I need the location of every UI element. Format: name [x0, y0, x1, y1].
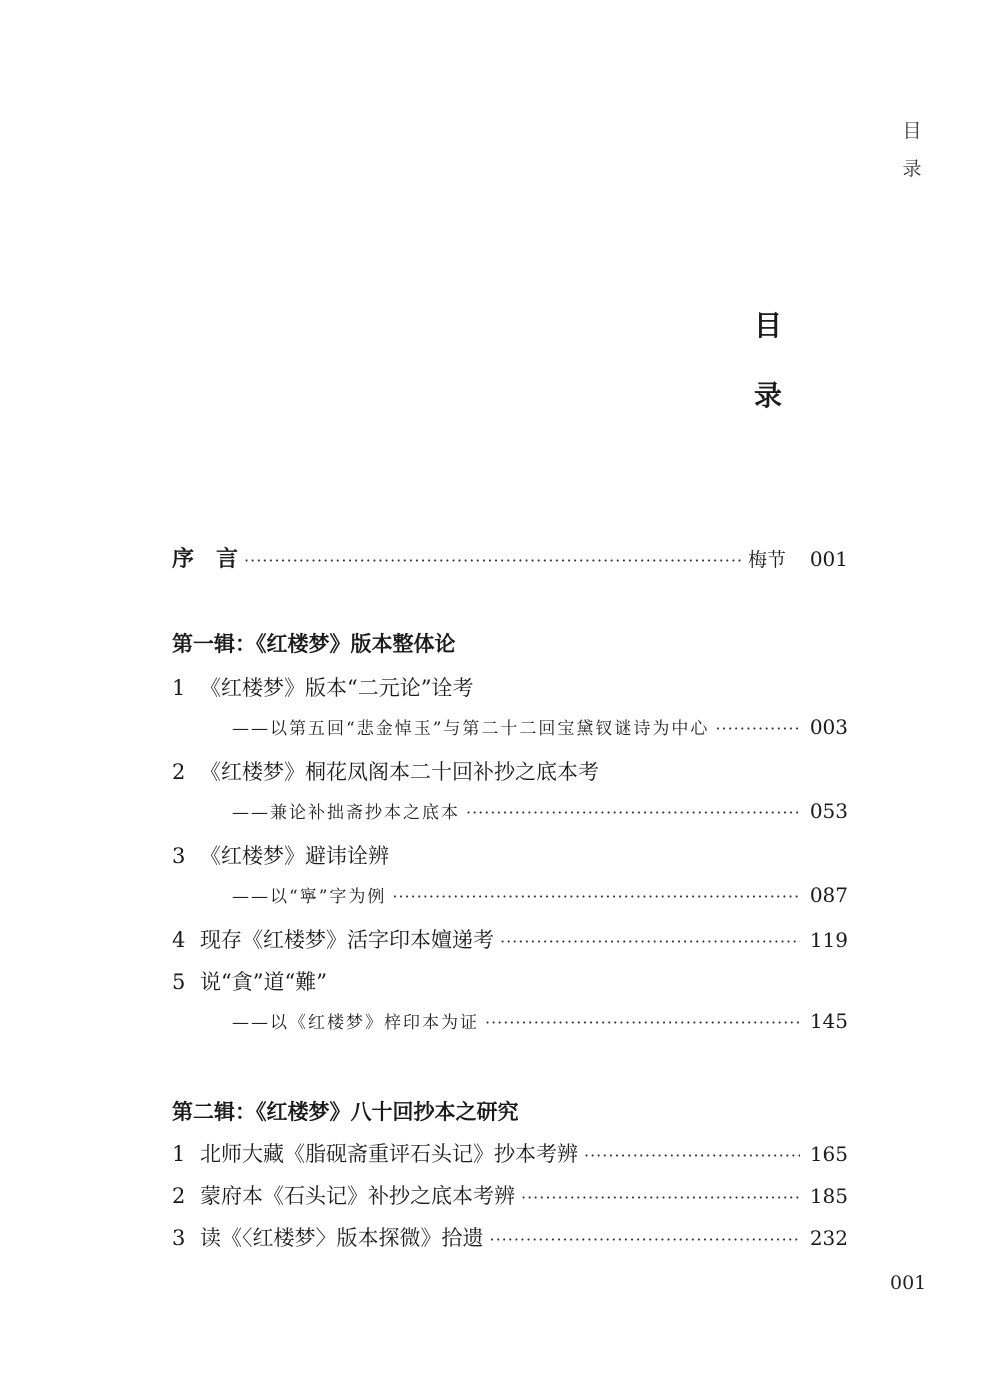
page-number: 001: [809, 547, 848, 571]
entry-number: 1: [172, 1142, 186, 1166]
toc-entry-subtitle[interactable]: [232, 714, 848, 739]
entry-title: 蒙府本《石头记》补抄之底本考辨: [200, 1184, 515, 1208]
section-heading: 第一辑：《红楼梦》版本整体论: [172, 631, 456, 656]
leader-dots: [244, 551, 742, 570]
leader-dots: [521, 1188, 800, 1207]
page-folio: 001: [890, 1272, 927, 1294]
section-heading: 第二辑：《红楼梦》八十回抄本之研究: [172, 1099, 519, 1124]
toc-entry[interactable]: [172, 1138, 848, 1168]
toc-entry[interactable]: [172, 924, 848, 954]
page-number: 119: [809, 928, 848, 952]
preface-author: 梅节: [747, 549, 786, 571]
toc-entry[interactable]: [172, 1222, 848, 1252]
page-title: [748, 306, 788, 446]
toc-entry[interactable]: [172, 756, 599, 786]
leader-dots: [490, 1230, 801, 1249]
entry-title: 《红楼梦》避讳诠辨: [200, 844, 389, 868]
running-head-char: 目: [902, 120, 922, 142]
entry-subtitle: ——以第五回“悲金悼玉”与第二十二回宝黛钗谜诗为中心: [232, 719, 710, 739]
entry-title: 《红楼梦》版本“二元论”诠考: [200, 676, 474, 700]
toc-entry[interactable]: [172, 966, 327, 996]
entry-subtitle: ——兼论补拙斋抄本之底本: [232, 803, 460, 823]
toc-entry-subtitle[interactable]: [232, 798, 848, 823]
toc-preface[interactable]: [172, 542, 848, 573]
toc-entry[interactable]: [172, 840, 389, 870]
page-number: 053: [809, 799, 848, 823]
entry-number: 3: [172, 1226, 186, 1250]
page-number: 145: [809, 1009, 848, 1033]
running-head-char: 录: [902, 158, 922, 180]
running-head: [900, 112, 924, 188]
entry-title: 读《〈红楼梦〉版本探微》拾遗: [200, 1226, 484, 1250]
page-number: 165: [809, 1142, 848, 1166]
page-number: 003: [809, 715, 848, 739]
page-number: 232: [809, 1226, 848, 1250]
leader-dots: [392, 887, 800, 906]
toc-entry-subtitle[interactable]: [232, 1008, 848, 1033]
leader-dots: [485, 1013, 800, 1032]
leader-dots: [466, 803, 800, 822]
page-number: 087: [809, 883, 848, 907]
entry-title: 北师大藏《脂砚斋重评石头记》抄本考辨: [200, 1142, 578, 1166]
toc-entry[interactable]: [172, 1180, 848, 1210]
leader-dots: [500, 932, 800, 951]
entry-number: 2: [172, 760, 186, 784]
entry-title: 《红楼梦》桐花凤阁本二十回补抄之底本考: [200, 760, 599, 784]
entry-number: 1: [172, 676, 186, 700]
page-number: 185: [809, 1184, 848, 1208]
entry-number: 2: [172, 1184, 186, 1208]
preface-title: 序 言: [172, 546, 239, 572]
leader-dots: [584, 1146, 800, 1165]
entry-title: 现存《红楼梦》活字印本嬗递考: [200, 928, 494, 952]
entry-number: 3: [172, 844, 186, 868]
toc-entry[interactable]: [172, 672, 473, 702]
entry-subtitle: ——以《红楼梦》梓印本为证: [232, 1013, 479, 1033]
toc-entry-subtitle[interactable]: [232, 882, 848, 907]
entry-number: 4: [172, 928, 186, 952]
page-title-char: 录: [753, 379, 782, 412]
entry-subtitle: ——以“寧”字为例: [232, 887, 387, 907]
page-title-char: 目: [753, 309, 782, 342]
leader-dots: [715, 719, 800, 738]
entry-number: 5: [172, 970, 186, 994]
entry-title: 说“貪”道“難”: [200, 970, 327, 994]
